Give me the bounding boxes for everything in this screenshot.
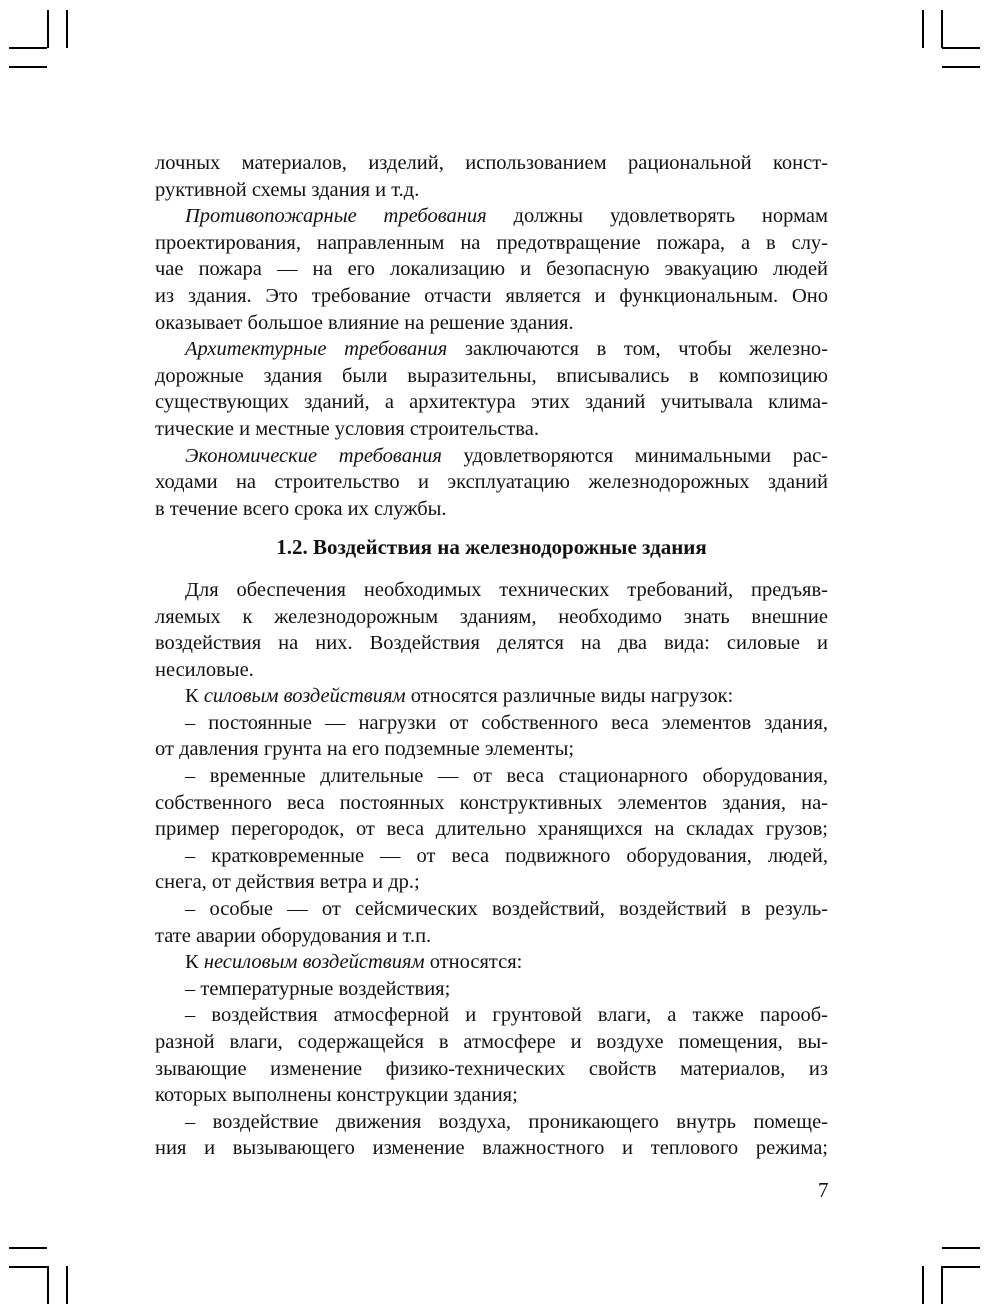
italic-term: Архитектурные требования: [185, 338, 448, 361]
text-line: [155, 763, 828, 790]
line-text: в течение всего срока их службы.: [155, 497, 447, 520]
line-text: относятся различные виды нагрузок:: [405, 685, 734, 708]
line-text: ляемых к железнодорожным зданиям, необходимо знать внешние: [155, 605, 828, 628]
text-line: [155, 443, 828, 470]
line-text: существующих зданий, а архитектура этих зданий учитывала клима-: [155, 391, 828, 414]
text-line: [155, 469, 828, 496]
crop-mark: [9, 47, 47, 49]
line-text: лочных материалов, изделий, использованием рациональной конст-: [155, 152, 828, 174]
crop-mark: [942, 1247, 980, 1249]
line-text: разной влаги, содержащейся в атмосфере и воздухе помещения, вы-: [155, 1031, 828, 1053]
italic-term: несиловым воздействиям: [203, 951, 425, 974]
crop-mark: [942, 1266, 980, 1268]
line-text: от давления грунта на его подземные элементы;: [155, 738, 575, 761]
crop-mark: [66, 10, 68, 48]
line-text: должны удовлетворять нормам: [486, 205, 828, 228]
line-text: собственного веса постоянных конструктивных элементов здания, на-: [155, 791, 828, 814]
text-line: [155, 496, 828, 523]
line-prefix: К: [185, 685, 204, 708]
text-line: [155, 1109, 828, 1136]
line-text: удовлетворяются минимальными рас-: [441, 444, 828, 467]
line-text: дорожные здания были выразительны, вписывались в композицию: [155, 364, 828, 387]
text-line: [155, 1082, 828, 1109]
text-line: [155, 1029, 828, 1056]
text-line: [155, 310, 828, 337]
line-text: оказывает большое влияние на решение здания.: [155, 311, 574, 334]
line-text: чае пожара — на его локализацию и безопасную эвакуацию людей: [155, 258, 828, 281]
text-line: [155, 869, 828, 896]
line-text: – временные длительные — от веса стационарного оборудования,: [185, 765, 828, 788]
text-line: [155, 630, 828, 657]
text-line: [155, 736, 828, 763]
line-text: зывающие изменение физико-технических свойств материалов, из: [155, 1057, 828, 1080]
line-text: ния и вызывающего изменение влажностного и теплового режима;: [155, 1137, 828, 1160]
text-line: [155, 949, 828, 976]
text-line: [155, 1135, 828, 1162]
line-text: – воздействия атмосферной и грунтовой влаги, а также парооб-: [185, 1004, 828, 1027]
text-line: [155, 283, 828, 310]
text-line: [155, 230, 828, 257]
text-line: [155, 256, 828, 283]
text-line: [155, 976, 828, 1003]
text-line: [155, 843, 828, 870]
line-text: тические и местные условия строительства.: [155, 417, 539, 440]
text-line: [155, 203, 828, 230]
crop-mark: [47, 10, 49, 48]
page-number: 7: [818, 1178, 829, 1202]
italic-term: Противопожарные требования: [185, 205, 487, 228]
text-line: [155, 790, 828, 817]
text-line: [155, 336, 828, 363]
text-line: [155, 1056, 828, 1083]
line-text: из здания. Это требование отчасти является и функциональным. Оно: [155, 284, 828, 307]
text-line: [155, 604, 828, 631]
line-text: – особые — от сейсмических воздействий, воздействий в резуль-: [185, 898, 828, 921]
text-line: [155, 577, 828, 604]
line-text: воздействия на них. Воздействия делятся на два вида: силовые и: [155, 632, 828, 655]
line-text: руктивной схемы здания и т.д.: [155, 178, 420, 201]
text-line: [155, 150, 828, 177]
crop-mark: [9, 1266, 47, 1268]
crop-mark: [9, 66, 47, 68]
line-text: – воздействие движения воздуха, проникающего внутрь помеще-: [185, 1110, 828, 1133]
line-text: несиловые.: [155, 658, 254, 681]
line-text: тате аварии оборудования и т.п.: [155, 924, 432, 947]
text-line: [155, 363, 828, 390]
text-line: [155, 683, 828, 710]
italic-term: Экономические требования: [185, 444, 442, 467]
italic-term: силовым воздействиям: [203, 685, 406, 708]
crop-mark: [66, 1266, 68, 1304]
paragraphs-requirements: [155, 150, 828, 522]
line-text: ходами на строительство и эксплуатацию железнодорожных зданий: [155, 471, 828, 494]
text-line: [155, 177, 828, 204]
line-text: снега, от действия ветра и др.;: [155, 871, 420, 894]
line-text: Для обеспечения необходимых технических требований, предъяв-: [185, 578, 828, 601]
line-prefix: К: [185, 951, 204, 974]
text-line: [155, 710, 828, 737]
line-text: заключаются в том, чтобы железно-: [447, 338, 829, 361]
text-line: [155, 416, 828, 443]
text-line: [155, 657, 828, 684]
line-text: которых выполнены конструкции здания;: [155, 1084, 518, 1107]
crop-mark: [9, 1247, 47, 1249]
crop-mark: [941, 1266, 943, 1304]
paragraphs-impacts: [155, 577, 828, 1162]
text-line: [155, 816, 828, 843]
text-line: [155, 923, 828, 950]
line-text: относятся:: [424, 951, 523, 974]
line-text: – температурные воздействия;: [185, 977, 451, 1000]
crop-mark: [942, 47, 980, 49]
line-text: – кратковременные — от веса подвижного оборудования, людей,: [185, 844, 828, 867]
crop-mark: [941, 10, 943, 48]
line-text: проектирования, направленным на предотвращение пожара, а в слу-: [155, 231, 828, 254]
text-line: [155, 1002, 828, 1029]
line-text: – постоянные — нагрузки от собственного веса элементов здания,: [185, 711, 828, 734]
section-heading: 1.2. Воздействия на железнодорожные здания: [276, 535, 707, 560]
text-line: [155, 896, 828, 923]
crop-mark: [922, 10, 924, 48]
line-text: пример перегородок, от веса длительно хранящихся на складах грузов;: [155, 818, 828, 841]
crop-mark: [922, 1266, 924, 1304]
body-text: [155, 150, 828, 1162]
text-line: [155, 389, 828, 416]
crop-mark: [942, 66, 980, 68]
crop-mark: [47, 1266, 49, 1304]
